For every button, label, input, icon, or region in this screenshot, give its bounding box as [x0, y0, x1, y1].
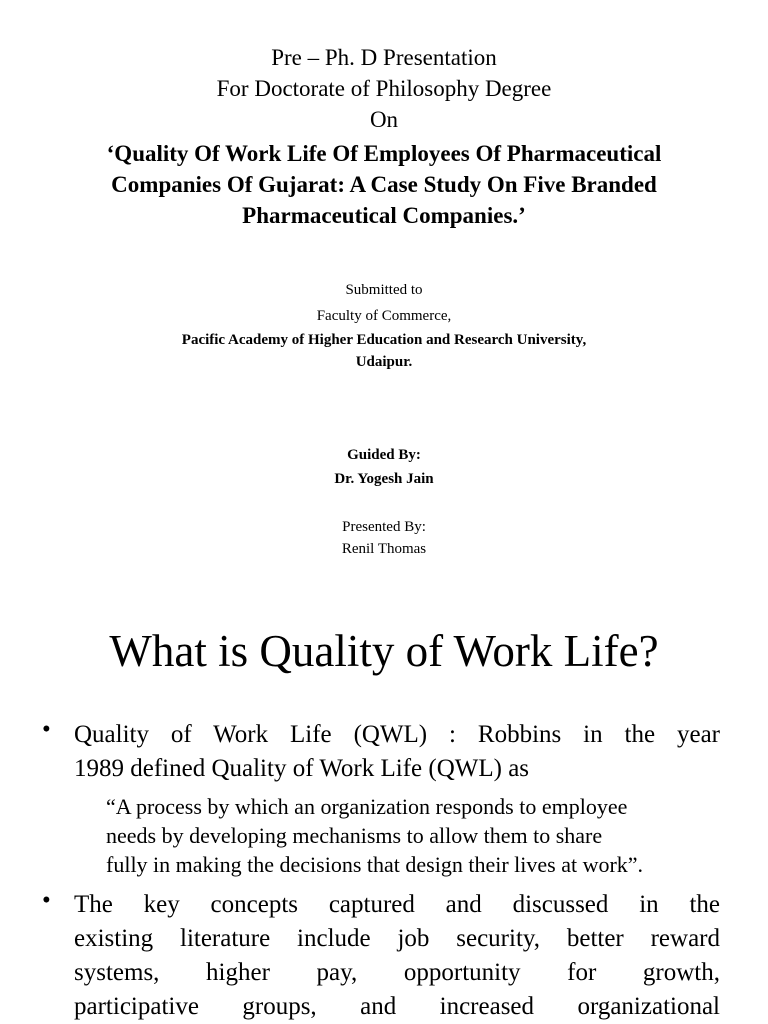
- presenter-name: Renil Thomas: [341, 541, 427, 557]
- faculty-name: Faculty of Commerce,: [316, 308, 452, 324]
- bullet-paragraph-key-concepts: [74, 888, 720, 1024]
- degree-line: For Doctorate of Philosophy Degree: [216, 76, 552, 101]
- bullet-icon: •: [42, 887, 51, 914]
- paragraph-line: existing literature include job security, better reward: [74, 925, 720, 952]
- presented-by-label: Presented By:: [342, 519, 426, 535]
- thesis-title-line: Companies Of Gujarat: A Case Study On Five Branded: [111, 172, 657, 197]
- university-city: Udaipur.: [355, 354, 413, 370]
- guide-name: Dr. Yogesh Jain: [334, 471, 434, 487]
- paragraph-line: Quality of Work Life (QWL) : Robbins in the year: [74, 721, 720, 748]
- slide-heading: What is Quality of Work Life?: [109, 626, 659, 676]
- bullet-icon: •: [42, 716, 51, 743]
- university-name: Pacific Academy of Higher Education and Research University,: [181, 332, 587, 348]
- on-line: On: [369, 107, 399, 132]
- paragraph-line: 1989 defined Quality of Work Life (QWL) as: [74, 755, 530, 782]
- presentation-type: Pre – Ph. D Presentation: [271, 45, 497, 70]
- paragraph-line: participative groups, and increased organizational: [74, 993, 720, 1020]
- paragraph-line: systems, higher pay, opportunity for growth,: [74, 959, 720, 986]
- thesis-title: [60, 138, 708, 231]
- paragraph-line: The key concepts captured and discussed in the: [74, 891, 720, 918]
- robbins-quote: [106, 792, 736, 879]
- bullet-paragraph-qwl-definition: [74, 718, 720, 786]
- thesis-title-line: Pharmaceutical Companies.’: [242, 203, 526, 228]
- submitted-to-label: Submitted to: [345, 282, 423, 298]
- quote-line: fully in making the decisions that design their lives at work”.: [106, 852, 644, 877]
- quote-line: needs by developing mechanisms to allow them to share: [106, 823, 603, 848]
- guided-by-label: Guided By:: [347, 447, 421, 463]
- thesis-title-line: ‘Quality Of Work Life Of Employees Of Pharmaceutical: [106, 141, 662, 166]
- quote-line: “A process by which an organization responds to employee: [106, 794, 628, 819]
